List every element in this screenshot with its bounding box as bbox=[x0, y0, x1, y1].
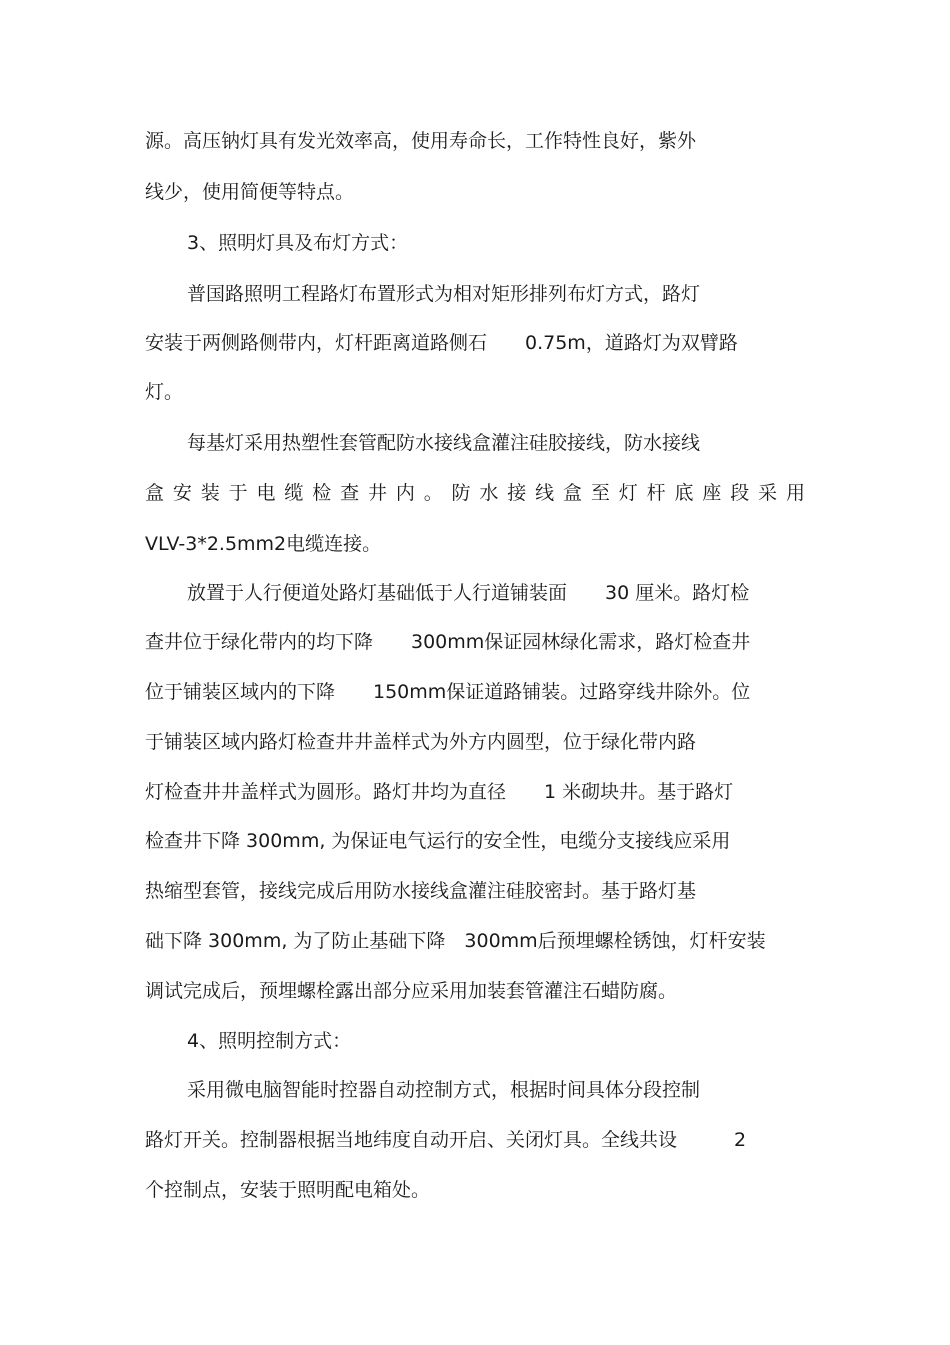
text-line: 灯。 bbox=[145, 381, 184, 403]
text-line: VLV-3*2.5mm2电缆连接。 bbox=[145, 533, 382, 555]
text-line: 采用微电脑智能时控器自动控制方式，根据时间具体分段控制 bbox=[187, 1079, 701, 1101]
text-line: 检查井下降 300mm, 为保证电气运行的安全性，电缆分支接线应采用 bbox=[145, 830, 731, 852]
text-line: 调试完成后，预埋螺栓露出部分应采用加装套管灌注石蜡防腐。 bbox=[145, 980, 678, 1002]
text-line: 路灯开关。控制器根据当地纬度自动开启、关闭灯具。全线共设 2 bbox=[145, 1129, 747, 1151]
text-line: 查井位于绿化带内的均下降 300mm保证园林绿化需求，路灯检查井 bbox=[145, 631, 751, 653]
text-line: 盒安装于电缆检查井内。防水接线盒至灯杆底座段采用 bbox=[145, 482, 805, 504]
text-line: 灯检查井井盖样式为圆形。路灯井均为直径 1 米砌块井。基于路灯 bbox=[145, 781, 734, 803]
text-line: 个控制点，安装于照明配电箱处。 bbox=[145, 1179, 431, 1201]
text-line: 普国路照明工程路灯布置形式为相对矩形排列布灯方式，路灯 bbox=[187, 283, 701, 305]
text-line: 放置于人行便道处路灯基础低于人行道铺装面 30 厘米。路灯检 bbox=[187, 582, 750, 604]
text-line: 每基灯采用热塑性套管配防水接线盒灌注硅胶接线，防水接线 bbox=[187, 432, 701, 454]
section-heading: 3、照明灯具及布灯方式： bbox=[187, 232, 409, 254]
text-line: 源。高压钠灯具有发光效率高，使用寿命长，工作特性良好，紫外 bbox=[145, 130, 697, 152]
text-line: 位于铺装区域内的下降 150mm保证道路铺装。过路穿线井除外。位 bbox=[145, 681, 751, 703]
text-line: 安装于两侧路侧带内，灯杆距离道路侧石 0.75m，道路灯为双臂路 bbox=[145, 332, 738, 354]
text-line: 热缩型套管，接线完成后用防水接线盒灌注硅胶密封。基于路灯基 bbox=[145, 880, 697, 902]
text-line: 础下降 300mm, 为了防止基础下降 300mm后预埋螺栓锈蚀，灯杆安装 bbox=[145, 930, 766, 952]
text-line: 线少，使用简便等特点。 bbox=[145, 181, 355, 203]
section-heading: 4、照明控制方式： bbox=[187, 1030, 352, 1052]
text-line: 于铺装区域内路灯检查井井盖样式为外方内圆型，位于绿化带内路 bbox=[145, 731, 697, 753]
